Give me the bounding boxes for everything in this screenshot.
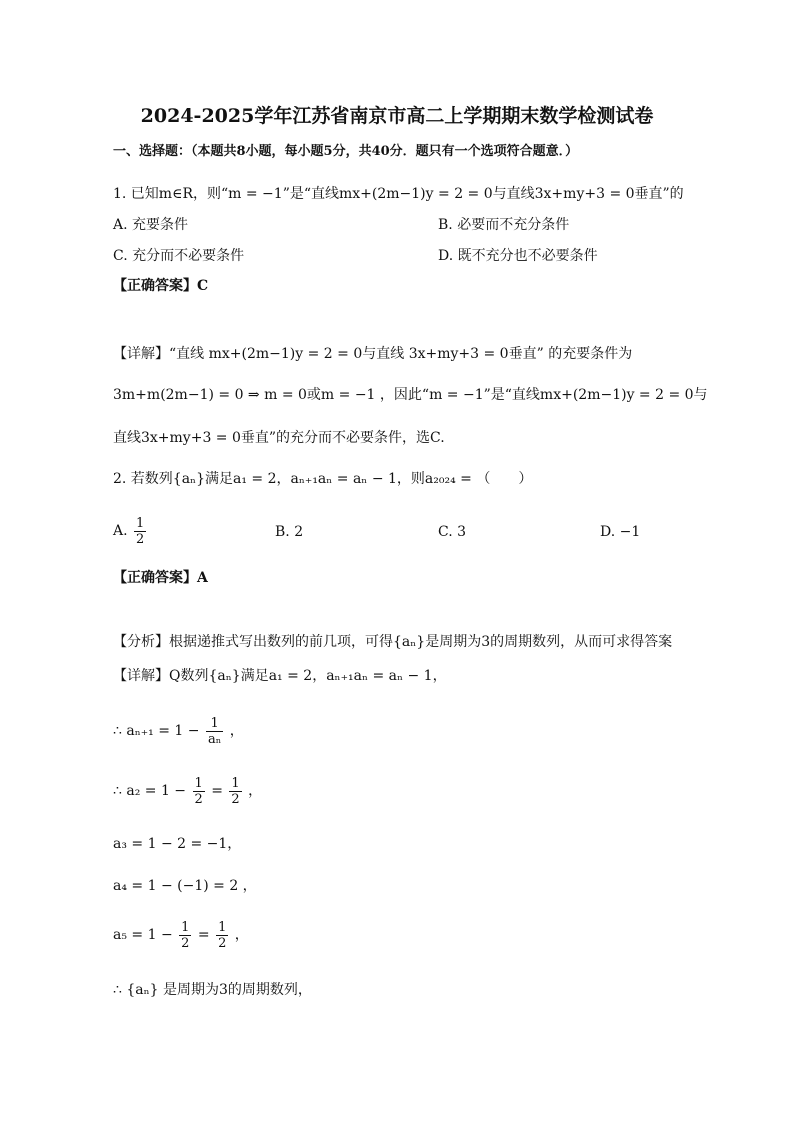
fraction-denominator: aₙ	[207, 731, 222, 747]
step-fraction	[216, 920, 228, 951]
fraction-numerator: 1	[194, 775, 203, 791]
q2-option-b: B. 2	[275, 524, 304, 540]
step-text: ，	[234, 927, 249, 943]
fraction-numerator: 1	[210, 715, 219, 731]
q1-option-a: A. 充要条件	[113, 217, 189, 233]
q1-answer: 【正确答案】C	[113, 278, 209, 294]
q1-option-b: B. 必要而不充分条件	[438, 217, 570, 233]
fraction-denominator: 2	[218, 935, 227, 951]
step-fraction	[193, 776, 205, 807]
q1-stem: 1. 已知m∈R，则“m = −1”是“直线mx+(2m−1)y = 2 = 0与直线3x+my+3 = 0垂直”的	[113, 186, 684, 202]
q1-detail-line-1: 【详解】“直线 mx+(2m−1)y = 2 = 0与直线 3x+my+3 = 0垂直” 的充要条件为	[113, 346, 633, 362]
q2-option-a	[113, 512, 148, 550]
step-text: ，	[248, 783, 263, 799]
q2-step-4: a₄ = 1 − (−1) = 2 ，	[113, 878, 257, 894]
q2-option-d: D. −1	[600, 524, 641, 540]
fraction-denominator: 2	[136, 531, 145, 547]
q2-option-a-fraction	[134, 516, 146, 547]
page-title: 2024-2025学年江苏省南京市高二上学期期末数学检测试卷	[140, 105, 654, 127]
fraction-numerator: 1	[181, 919, 190, 935]
q2-option-c: C. 3	[438, 524, 467, 540]
q1-option-c: C. 充分而不必要条件	[113, 248, 245, 264]
q2-detail: 【详解】Q数列{aₙ}满足a₁ = 2，aₙ₊₁aₙ = aₙ − 1，	[113, 668, 447, 684]
q2-conclusion: ∴ {aₙ} 是周期为3的周期数列，	[113, 982, 312, 998]
step-fraction	[179, 920, 191, 951]
q1-detail-line-2: 3m+m(2m−1) = 0 ⇒ m = 0或m = −1 ，因此“m = −1”是“直线mx+(2m−1)y = 2 = 0与	[113, 387, 708, 403]
fraction-numerator: 1	[218, 919, 227, 935]
q2-step-3: a₃ = 1 − 2 = −1，	[113, 836, 242, 852]
step-fraction	[229, 776, 241, 807]
step-text: =	[197, 927, 210, 943]
q2-step-5	[113, 916, 249, 954]
step-text: ∴ aₙ₊₁ = 1 −	[113, 723, 200, 739]
fraction-denominator: 2	[194, 791, 203, 807]
step-fraction	[206, 716, 223, 747]
q2-step-1	[113, 712, 244, 750]
q1-detail-line-3: 直线3x+my+3 = 0垂直”的充分而不必要条件，选C.	[113, 430, 445, 446]
section-heading: 一、选择题：（本题共8小题，每小题5分，共40分．题只有一个选项符合题意．）	[113, 144, 579, 159]
q2-answer: 【正确答案】A	[113, 570, 208, 586]
fraction-numerator: 1	[231, 775, 240, 791]
q1-option-d: D. 既不充分也不必要条件	[438, 248, 598, 264]
q2-option-a-label: A.	[113, 523, 128, 539]
step-text: ∴ a₂ = 1 −	[113, 783, 187, 799]
step-text: a₅ = 1 −	[113, 927, 173, 943]
q2-stem: 2. 若数列{aₙ}满足a₁ = 2，aₙ₊₁aₙ = aₙ − 1，则a₂₀₂₄ = （ ）	[113, 471, 533, 487]
fraction-denominator: 2	[231, 791, 240, 807]
step-text: =	[211, 783, 223, 799]
step-text: ，	[229, 723, 244, 739]
fraction-denominator: 2	[181, 935, 190, 951]
fraction-numerator: 1	[136, 515, 145, 531]
q2-analysis: 【分析】根据递推式写出数列的前几项，可得{aₙ}是周期为3的周期数列，从而可求得答案	[113, 634, 673, 650]
q2-step-2	[113, 772, 262, 810]
